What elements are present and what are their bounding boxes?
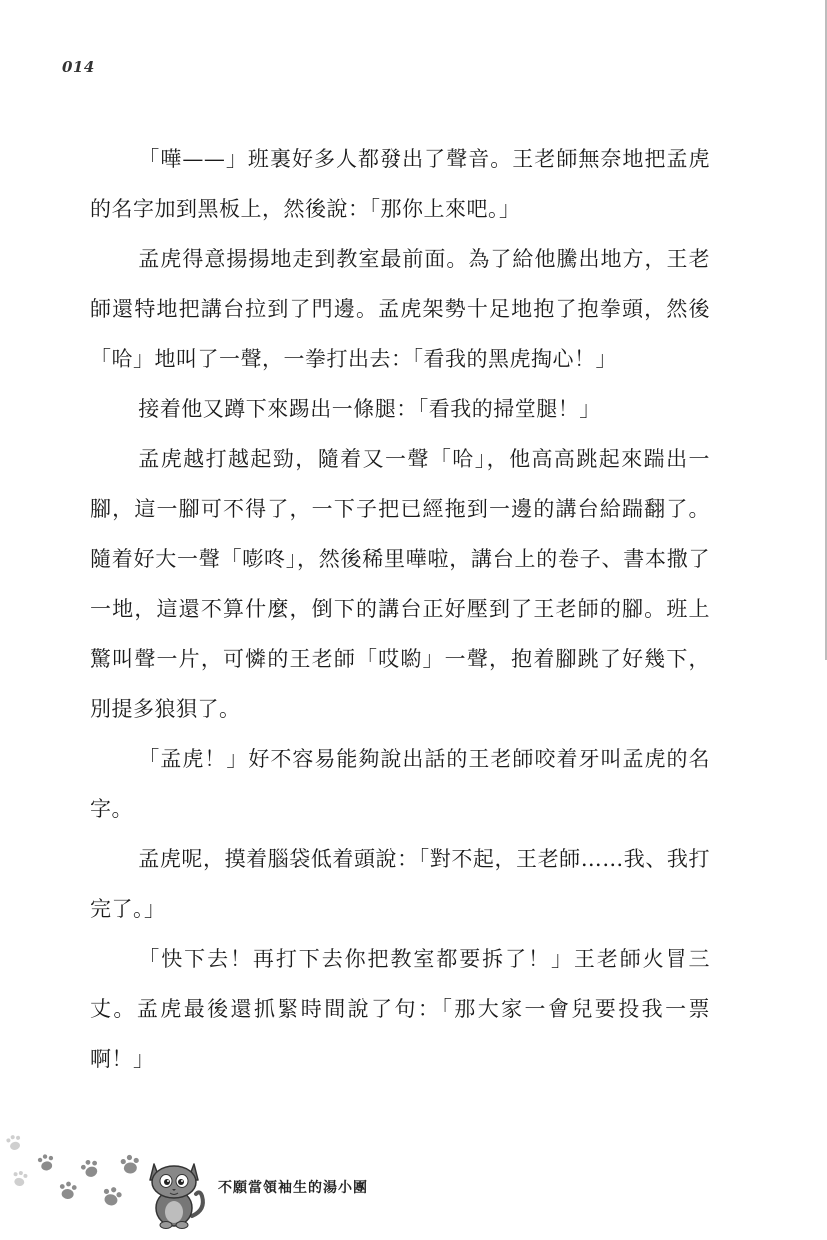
paragraph-4: 孟虎越打越起勁，隨着又一聲「哈」，他高高跳起來踹出一腳，這一腳可不得了，一下子把已經拖到一邊的講台給踹翻了。隨着好大一聲「嘭咚」，然後稀里嘩啦，講台上的卷子、書本撒了一地，這還不算什麼，倒下的講台正好壓到了王老師的腳。班上驚叫聲一片，可憐的王老師「哎喲」一聲，抱着腳跳了好幾下，別提多狼狽了。 bbox=[90, 447, 710, 721]
cat-illustration-icon bbox=[140, 1150, 210, 1230]
paragraph-5: 「孟虎！」好不容易能夠說出話的王老師咬着牙叫孟虎的名字。 bbox=[90, 747, 710, 821]
paragraph-2: 孟虎得意揚揚地走到教室最前面。為了給他騰出地方，王老師還特地把講台拉到了門邊。孟虎架勢十足地抱了抱拳頭，然後「哈」地叫了一聲，一拳打出去：「看我的黑虎掏心！」 bbox=[90, 247, 710, 371]
page-footer bbox=[0, 1120, 827, 1240]
paragraph-7: 「快下去！再打下去你把教室都要拆了！」王老師火冒三丈。孟虎最後還抓緊時間說了句：「那大家一會兒要投我一票啊！」 bbox=[90, 947, 710, 1071]
paragraph-3: 接着他又蹲下來踢出一條腿：「看我的掃堂腿！」 bbox=[138, 397, 601, 421]
paragraph-1: 「嘩——」班裏好多人都發出了聲音。王老師無奈地把孟虎的名字加到黑板上，然後說：「那你上來吧。」 bbox=[90, 147, 710, 221]
page-number: 014 bbox=[62, 58, 95, 76]
paw-prints-icon bbox=[0, 1120, 150, 1240]
book-title: 不願當領袖生的湯小團 bbox=[218, 1180, 368, 1196]
paragraph-6: 孟虎呢，摸着腦袋低着頭說：「對不起，王老師……我、我打完了。」 bbox=[90, 847, 710, 921]
body-text bbox=[90, 134, 710, 1084]
